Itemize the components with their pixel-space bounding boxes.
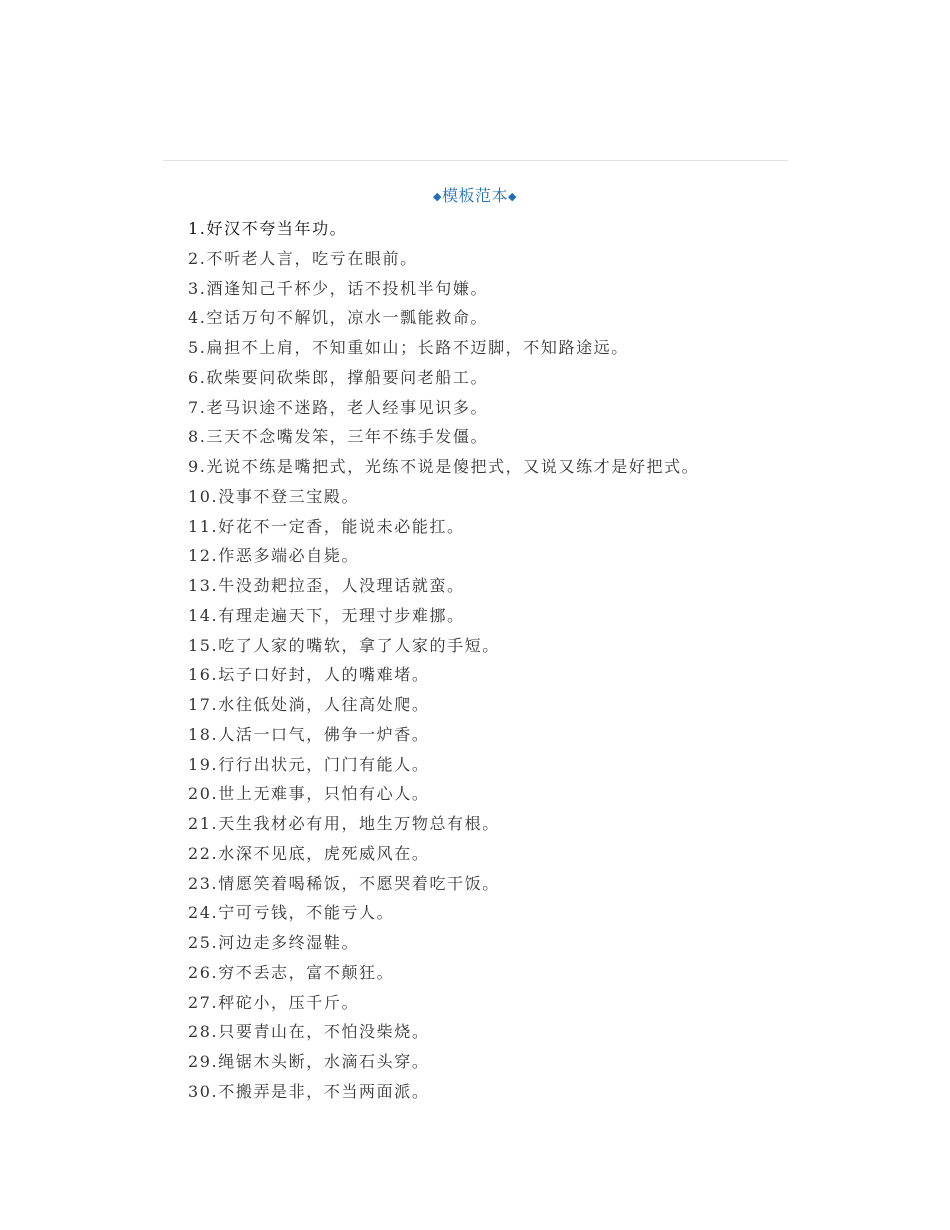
diamond-right-icon: ◆ bbox=[508, 190, 517, 203]
list-item: 24.宁可亏钱，不能亏人。 bbox=[188, 903, 395, 923]
list-item: 13.牛没劲耙拉歪，人没理话就蛮。 bbox=[188, 576, 465, 595]
list-item: 6.砍柴要问砍柴郎，撑船要问老船工。 bbox=[188, 367, 489, 387]
list-item: 9.光说不练是嘴把式，光练不说是傻把式，又说又练才是好把式。 bbox=[188, 457, 700, 476]
list-item: 19.行行出状元，门门有能人。 bbox=[188, 754, 430, 774]
list-item: 30.不搬弄是非，不当两面派。 bbox=[188, 1081, 430, 1101]
list-item: 11.好花不一定香，能说未必能扛。 bbox=[188, 516, 465, 536]
list-item: 3.酒逢知己千杯少，话不投机半句嫌。 bbox=[188, 278, 489, 298]
header-divider bbox=[163, 160, 788, 161]
list-item: 1.好汉不夸当年功。 bbox=[188, 219, 348, 238]
list-item: 21.天生我材必有用，地生万物总有根。 bbox=[188, 814, 500, 833]
list-item: 5.扁担不上肩，不知重如山；长路不迈脚，不知路途远。 bbox=[188, 338, 629, 357]
list-item: 17.水往低处淌，人往高处爬。 bbox=[188, 695, 430, 714]
list-item: 8.三天不念嘴发笨，三年不练手发僵。 bbox=[188, 427, 489, 447]
diamond-left-icon: ◆ bbox=[433, 190, 442, 203]
list-item: 26.穷不丢志，富不颠狂。 bbox=[188, 962, 395, 982]
list-item: 29.绳锯木头断，水滴石头穿。 bbox=[188, 1052, 430, 1071]
list-item: 4.空话万句不解饥，凉水一瓢能救命。 bbox=[188, 308, 489, 328]
list-item: 22.水深不见底，虎死威风在。 bbox=[188, 843, 430, 863]
list-item: 28.只要青山在，不怕没柴烧。 bbox=[188, 1022, 430, 1042]
list-item: 15.吃了人家的嘴软，拿了人家的手短。 bbox=[188, 635, 500, 655]
list-item: 14.有理走遍天下，无理寸步难挪。 bbox=[188, 605, 465, 625]
document-heading bbox=[0, 184, 950, 209]
list-item: 16.坛子口好封，人的嘴难堵。 bbox=[188, 665, 430, 685]
list-item: 10.没事不登三宝殿。 bbox=[188, 486, 360, 506]
list-item: 2.不听老人言，吃亏在眼前。 bbox=[188, 248, 418, 268]
list-item: 20.世上无难事，只怕有心人。 bbox=[188, 784, 430, 804]
list-item: 7.老马识途不迷路，老人经事见识多。 bbox=[188, 397, 489, 417]
heading-title: 模板范本 bbox=[441, 186, 508, 205]
list-item: 27.秤砣小，压千斤。 bbox=[188, 992, 360, 1012]
list-item: 18.人活一口气，佛争一炉香。 bbox=[188, 724, 430, 744]
list-item: 25.河边走多终湿鞋。 bbox=[188, 933, 360, 952]
proverb-list bbox=[188, 214, 788, 1107]
list-item: 23.情愿笑着喝稀饭，不愿哭着吃干饭。 bbox=[188, 873, 500, 893]
list-item: 12.作恶多端必自毙。 bbox=[188, 546, 360, 566]
